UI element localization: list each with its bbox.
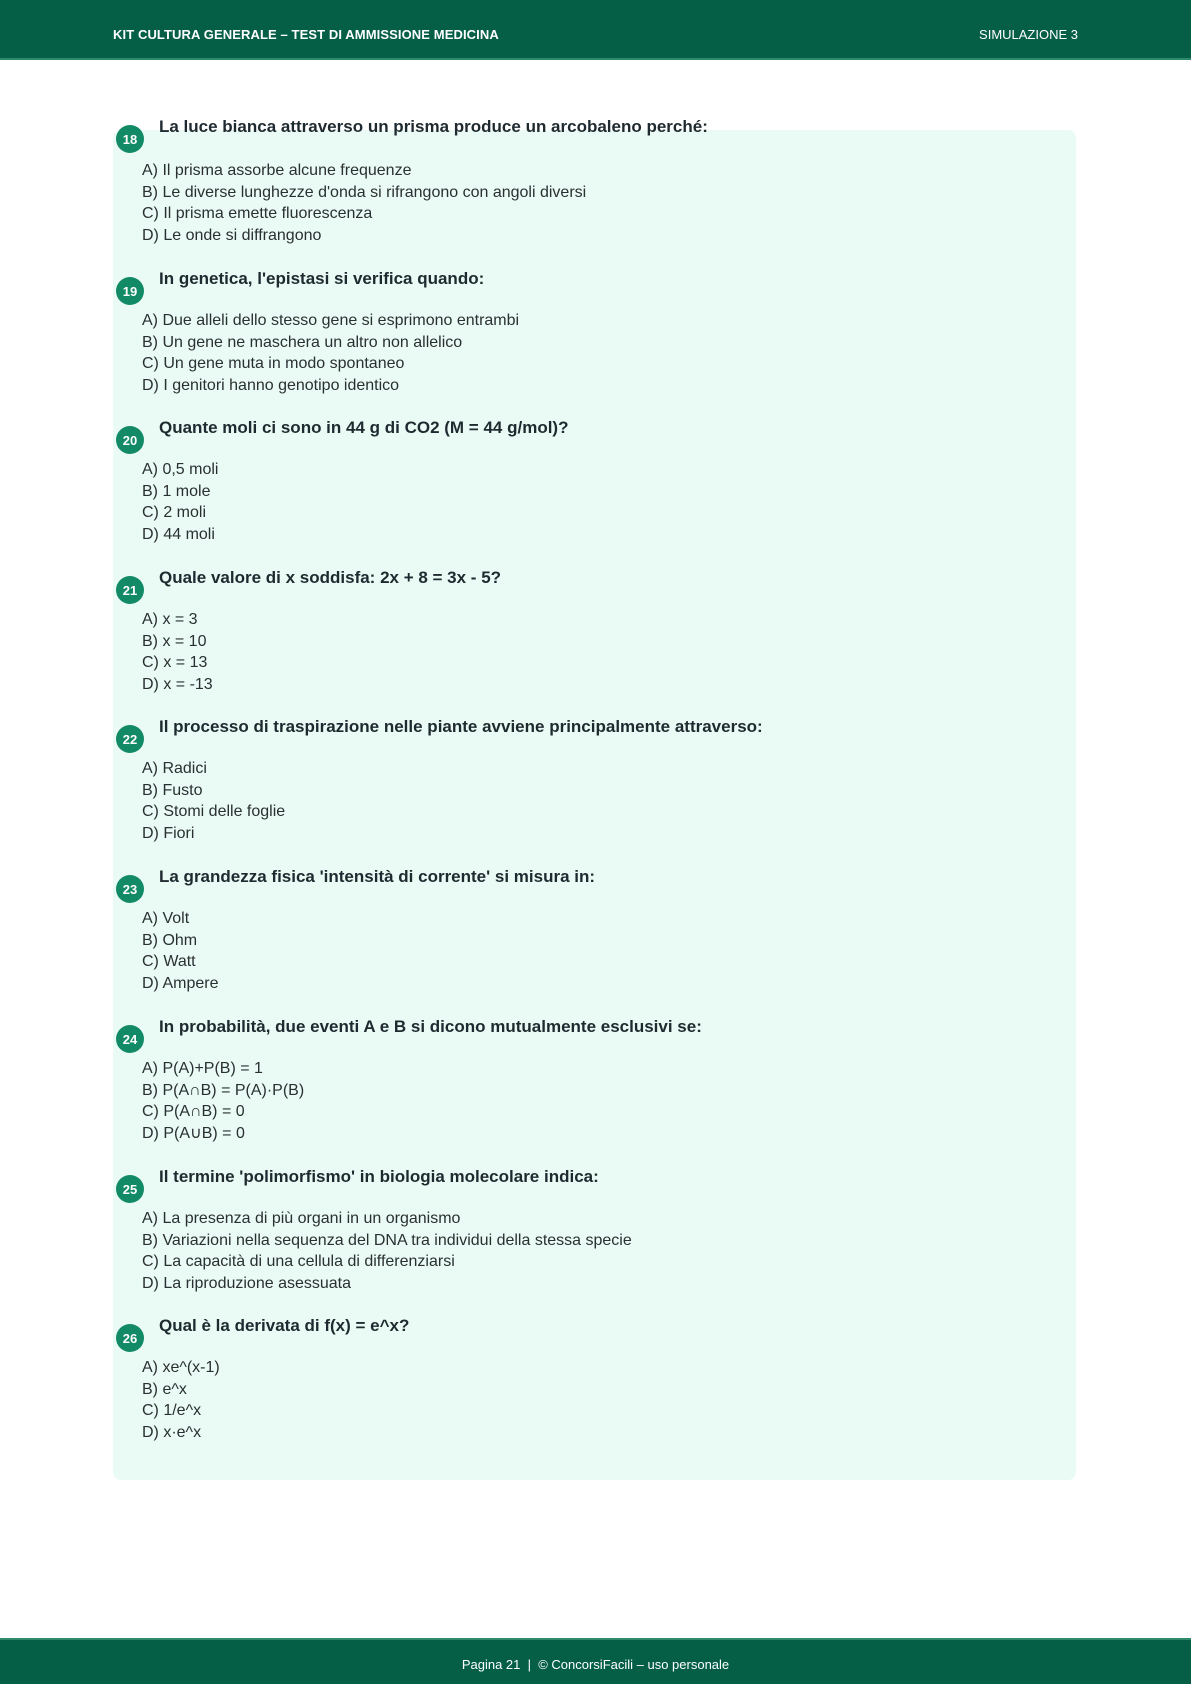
option-a: A) x = 3 [142,611,198,628]
page-footer [0,1638,1191,1684]
section-label: SIMULAZIONE 3 [979,27,1078,42]
option-c: C) Il prisma emette fluorescenza [142,205,373,222]
option-b: B) Variazioni nella sequenza del DNA tra individui della stessa specie [142,1231,632,1249]
answer-options [142,609,213,695]
option-b: B) Ohm [142,931,198,949]
option-c: C) Un gene muta in modo spontaneo [142,355,405,372]
question-text: La grandezza fisica 'intensità di corrente' si misura in: [159,867,596,886]
question-number-badge: 25 [116,1175,144,1203]
option-b: B) x = 10 [142,632,207,650]
option-c: C) P(A∩B) = 0 [142,1103,245,1120]
option-d: D) x·e^x [142,1423,202,1441]
question-text: La luce bianca attraverso un prisma produce un arcobaleno perché: [159,117,708,136]
question-text: In genetica, l'epistasi si verifica quando: [159,269,485,288]
option-a: A) Volt [142,910,190,927]
question-text: Quante moli ci sono in 44 g di CO2 (M = 44 g/mol)? [159,418,569,437]
option-d: D) Fiori [142,824,195,842]
question-text: In probabilità, due eventi A e B si dicono mutualmente esclusivi se: [159,1017,702,1036]
answer-options [142,1357,220,1443]
option-b: B) Fusto [142,781,203,799]
option-d: D) P(A∪B) = 0 [142,1124,245,1142]
option-a: A) P(A)+P(B) = 1 [142,1060,263,1077]
question-number-badge: 24 [116,1025,144,1053]
question-number-badge: 21 [116,576,144,604]
question-number-badge: 23 [116,875,144,903]
option-b: B) P(A∩B) = P(A)·P(B) [142,1081,305,1099]
question-text: Qual è la derivata di f(x) = e^x? [159,1316,410,1335]
question-number-badge: 20 [116,426,144,454]
answer-options [142,1058,304,1144]
option-b: B) 1 mole [142,482,211,500]
answer-options [142,160,586,246]
option-d: D) 44 moli [142,525,215,543]
option-a: A) Il prisma assorbe alcune frequenze [142,162,412,179]
question-text: Il termine 'polimorfismo' in biologia molecolare indica: [159,1167,599,1186]
page-header [0,0,1191,60]
option-a: A) Due alleli dello stesso gene si esprimono entrambi [142,312,520,329]
option-a: A) xe^(x-1) [142,1359,220,1376]
option-d: D) Ampere [142,974,219,992]
option-d: D) I genitori hanno genotipo identico [142,376,400,394]
option-c: C) La capacità di una cellula di differenziarsi [142,1253,455,1270]
option-d: D) Le onde si diffrangono [142,226,322,244]
option-b: B) e^x [142,1380,187,1398]
question-number-badge: 18 [116,125,144,153]
question-number-badge: 19 [116,277,144,305]
option-b: B) Un gene ne maschera un altro non allelico [142,333,463,351]
option-a: A) 0,5 moli [142,461,219,478]
question-number-badge: 26 [116,1324,144,1352]
option-a: A) Radici [142,760,207,777]
option-b: B) Le diverse lunghezze d'onda si rifrangono con angoli diversi [142,183,587,201]
question-text: Quale valore di x soddisfa: 2x + 8 = 3x - 5? [159,568,502,587]
option-d: D) x = -13 [142,675,213,693]
answer-options [142,459,218,545]
option-c: C) Stomi delle foglie [142,803,286,820]
option-c: C) 1/e^x [142,1402,202,1419]
option-c: C) Watt [142,953,196,970]
option-c: C) 2 moli [142,504,207,521]
answer-options [142,1208,632,1294]
question-text: Il processo di traspirazione nelle piante avviene principalmente attraverso: [159,717,763,736]
option-c: C) x = 13 [142,654,208,671]
answer-options [142,310,519,396]
answer-options [142,758,285,844]
answer-options [142,908,218,994]
question-number-badge: 22 [116,725,144,753]
footer-text: Pagina 21 | © ConcorsiFacili – uso personale [461,1657,730,1672]
document-title: KIT CULTURA GENERALE – TEST DI AMMISSIONE MEDICINA [113,27,499,42]
option-a: A) La presenza di più organi in un organismo [142,1210,461,1227]
option-d: D) La riproduzione asessuata [142,1274,352,1292]
